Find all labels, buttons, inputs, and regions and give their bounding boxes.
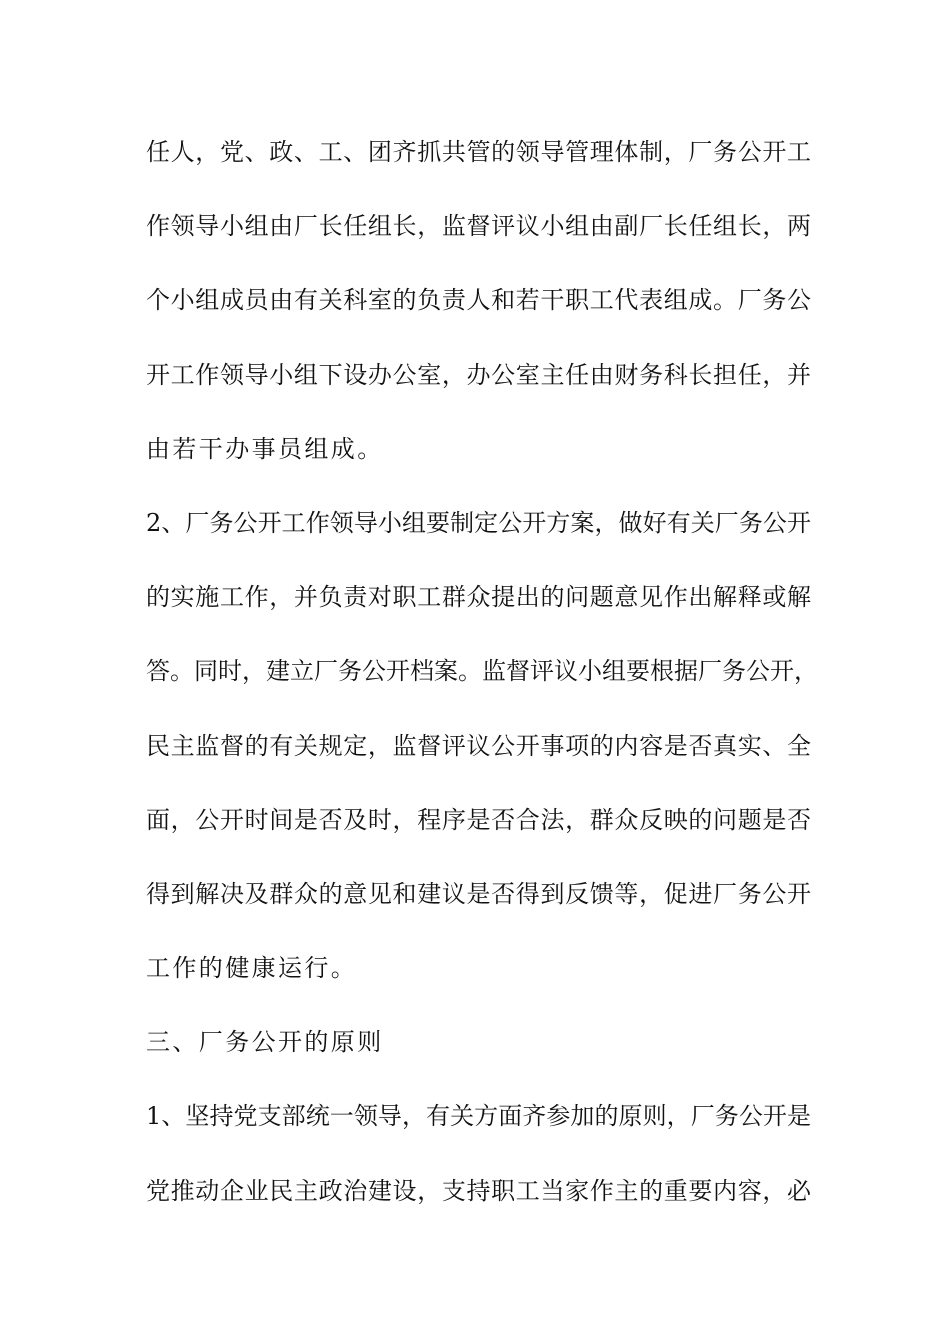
text-line: 党推动企业民主政治建设，支持职工当家作主的重要内容，必 xyxy=(146,1176,811,1205)
text-line: 面，公开时间是否及时，程序是否合法，群众反映的问题是否 xyxy=(146,805,811,834)
text-line: 开工作领导小组下设办公室，办公室主任由财务科长担任，并 xyxy=(146,360,811,389)
text-line: 任人，党、政、工、团齐抓共管的领导管理体制，厂务公开工 xyxy=(146,138,811,166)
text-line: 的实施工作，并负责对职工群众提出的问题意见作出解释或解 xyxy=(146,583,811,612)
text-line: 作领导小组由厂长任组长，监督评议小组由副厂长任组长，两 xyxy=(146,212,811,241)
section-heading: 三、厂务公开的原则 xyxy=(146,1028,384,1057)
text-line: 1、坚持党支部统一领导，有关方面齐参加的原则，厂务公开是 xyxy=(146,1102,811,1131)
text-line: 民主监督的有关规定，监督评议公开事项的内容是否真实、全 xyxy=(146,731,811,760)
text-line: 答。同时，建立厂务公开档案。监督评议小组要根据厂务公开， xyxy=(146,657,818,686)
text-line: 工作的健康运行。 xyxy=(146,954,358,983)
body-text xyxy=(146,128,818,1241)
text-line: 个小组成员由有关科室的负责人和若干职工代表组成。厂务公 xyxy=(146,286,811,315)
text-line: 由若干办事员组成。 xyxy=(146,434,384,463)
text-line: 2、厂务公开工作领导小组要制定公开方案，做好有关厂务公开 xyxy=(146,508,811,537)
text-line: 得到解决及群众的意见和建议是否得到反馈等，促进厂务公开 xyxy=(146,879,811,908)
